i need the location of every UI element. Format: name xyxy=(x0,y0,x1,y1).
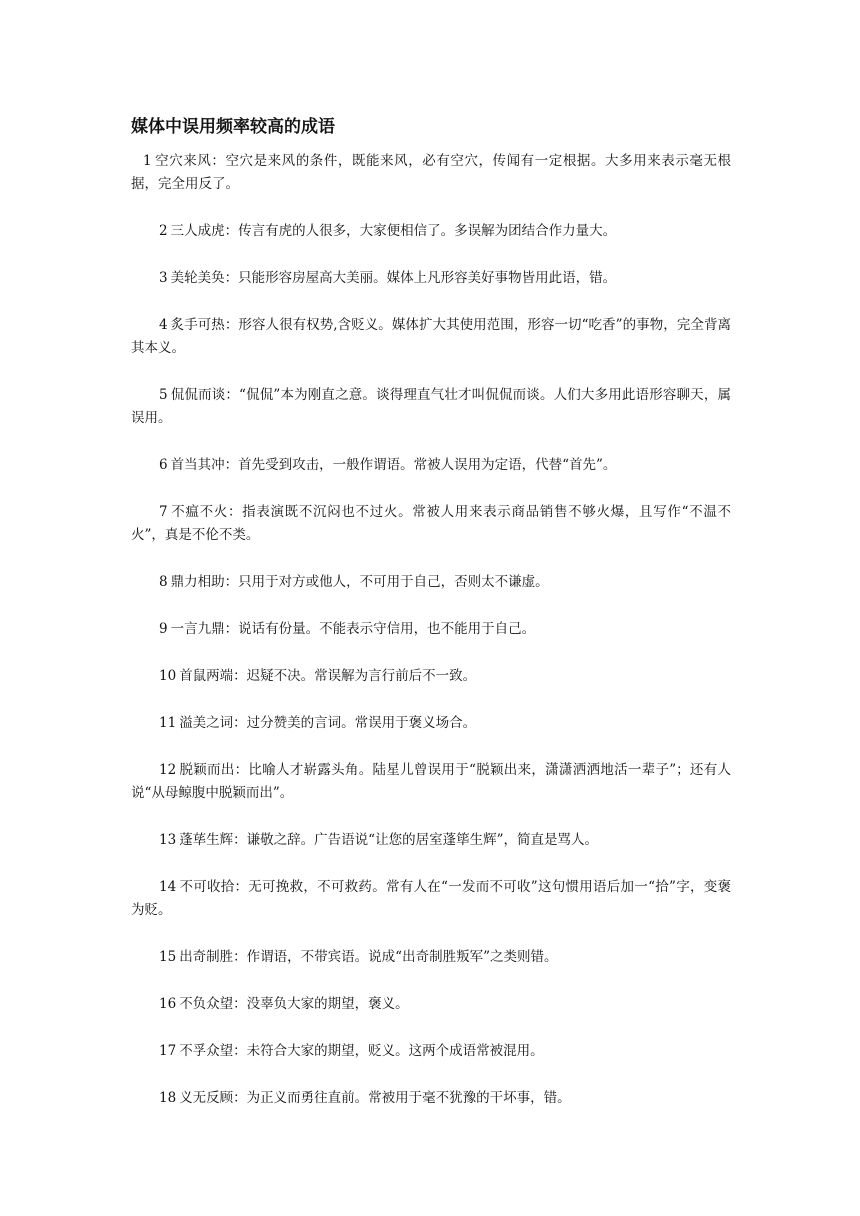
entry-text: 不负众望：没辜负大家的期望，褒义。 xyxy=(179,996,409,1012)
entry-number: 13 xyxy=(159,832,177,848)
entry-text: 不孚众望：未符合大家的期望，贬义。这两个成语常被混用。 xyxy=(179,1043,544,1059)
entry-number: 4 xyxy=(159,317,168,333)
idiom-entry xyxy=(131,220,731,243)
entry-text: 侃侃而谈：“侃侃”本为刚直之意。谈得理直气壮才叫侃侃而谈。人们大多用此语形容聊天，属误用。 xyxy=(131,387,731,426)
entry-number: 11 xyxy=(159,715,177,731)
entry-number: 5 xyxy=(159,387,168,403)
entry-text: 美轮美奂：只能形容房屋高大美丽。媒体上凡形容美好事物皆用此语，错。 xyxy=(170,270,617,286)
idiom-entry xyxy=(131,267,731,290)
entry-number: 18 xyxy=(159,1090,177,1106)
entry-text: 出奇制胜：作谓语，不带宾语。说成“出奇制胜叛军”之类则错。 xyxy=(179,949,558,965)
idiom-entry xyxy=(131,1087,731,1110)
entry-number: 2 xyxy=(159,223,168,239)
idiom-entry xyxy=(131,759,731,805)
entry-number: 16 xyxy=(159,996,177,1012)
entry-number: 10 xyxy=(159,668,177,684)
entry-text: 义无反顾：为正义而勇往直前。常被用于毫不犹豫的干坏事，错。 xyxy=(179,1090,571,1106)
idiom-entry xyxy=(131,314,731,360)
entry-text: 脱颖而出：比喻人才崭露头角。陆星儿曾误用于“脱颖出来，潇潇洒洒地活一辈子”；还有人说“从母鲸腹中脱颖而出”。 xyxy=(131,762,731,801)
entry-number: 15 xyxy=(159,949,177,965)
entry-number: 6 xyxy=(159,457,168,473)
entry-number: 7 xyxy=(159,504,168,520)
entry-text: 鼎力相助：只用于对方或他人，不可用于自己，否则太不谦虚。 xyxy=(170,574,549,590)
entry-text: 首鼠两端：迟疑不决。常误解为言行前后不一致。 xyxy=(179,668,477,684)
idiom-entry xyxy=(131,993,731,1016)
idiom-entry xyxy=(131,150,731,196)
entry-text: 蓬荜生辉：谦敬之辞。广告语说“让您的居室蓬筚生辉”，简直是骂人。 xyxy=(179,832,598,848)
entry-number: 3 xyxy=(159,270,168,286)
idiom-entry xyxy=(131,571,731,594)
entry-number: 9 xyxy=(159,621,168,637)
idiom-entry xyxy=(131,712,731,735)
page-title: 媒体中误用频率较高的成语 xyxy=(131,117,335,137)
entry-number: 12 xyxy=(159,762,177,778)
entry-text: 炙手可热：形容人很有权势,含贬义。媒体扩大其使用范围，形容一切“吃香”的事物，完全背离其本义。 xyxy=(131,317,731,356)
idiom-entry xyxy=(131,454,731,477)
entry-number: 1 xyxy=(143,153,152,169)
entry-text: 不可收拾：无可挽救，不可救药。常有人在“一发而不可收”这句惯用语后加一“拾”字，变褒为贬。 xyxy=(131,879,731,918)
idiom-entry xyxy=(131,665,731,688)
entry-text: 空穴来风：空穴是来风的条件，既能来风，必有空穴，传闻有一定根据。大多用来表示毫无根据，完全用反了。 xyxy=(131,153,731,192)
idiom-entry xyxy=(131,384,731,430)
idiom-entry xyxy=(131,1040,731,1063)
entry-text: 首当其冲：首先受到攻击，一般作谓语。常被人误用为定语，代替“首先”。 xyxy=(170,457,617,473)
idiom-list xyxy=(131,150,731,1134)
entry-text: 一言九鼎：说话有份量。不能表示守信用，也不能用于自己。 xyxy=(170,621,536,637)
idiom-entry xyxy=(131,501,731,547)
entry-number: 14 xyxy=(159,879,177,895)
entry-number: 17 xyxy=(159,1043,177,1059)
idiom-entry xyxy=(131,829,731,852)
entry-text: 三人成虎：传言有虎的人很多，大家便相信了。多误解为团结合作力量大。 xyxy=(170,223,617,239)
entry-text: 不瘟不火：指表演既不沉闷也不过火。常被人用来表示商品销售不够火爆，且写作“不温不火”，真是不伦不类。 xyxy=(131,504,731,543)
idiom-entry xyxy=(131,876,731,922)
idiom-entry xyxy=(131,946,731,969)
idiom-entry xyxy=(131,618,731,641)
entry-number: 8 xyxy=(159,574,168,590)
entry-text: 溢美之词：过分赞美的言词。常误用于褒义场合。 xyxy=(179,715,477,731)
